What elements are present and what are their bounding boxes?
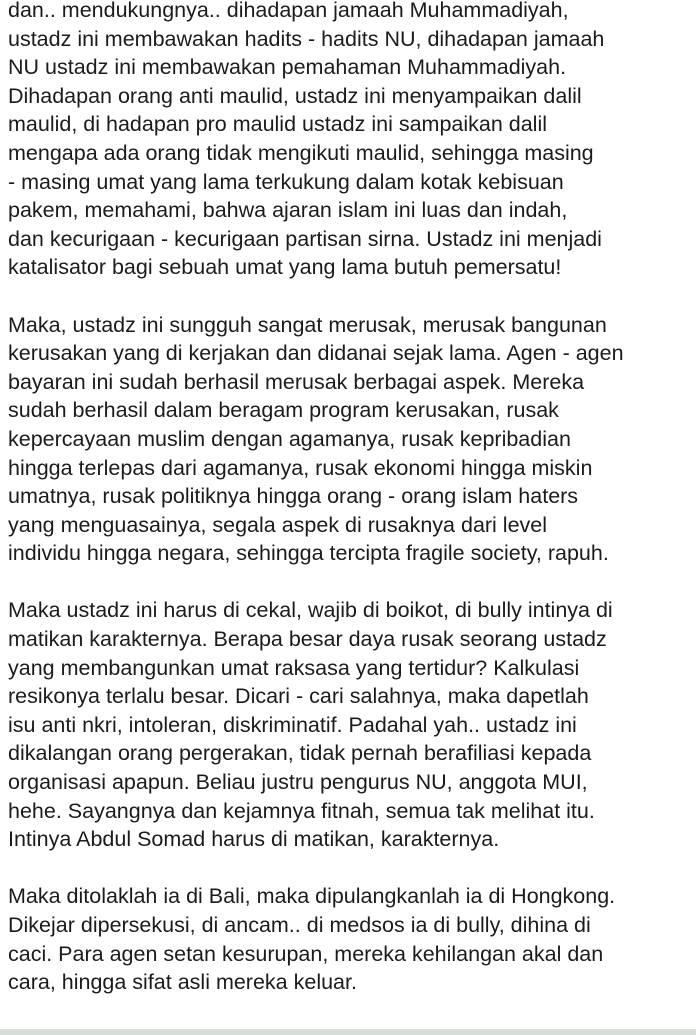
text-line: pakem, memahami, bahwa ajaran islam ini luas dan indah,: [8, 198, 568, 223]
text-line: caci. Para agen setan kesurupan, mereka kehilangan akal dan: [8, 941, 604, 966]
text-line: organisasi apapun. Beliau justru pengurus NU, anggota MUI,: [8, 770, 588, 795]
text-line: hehe. Sayangnya dan kejamnya fitnah, semua tak melihat itu.: [8, 798, 595, 823]
paragraph-3: [8, 596, 690, 853]
text-line: Maka ustadz ini harus di cekal, wajib di boikot, di bully intinya di: [8, 598, 613, 623]
text-line: individu hingga negara, sehingga tercipta fragile society, rapuh.: [8, 541, 609, 566]
text-line: cara, hingga sifat asli mereka keluar.: [8, 970, 357, 995]
text-line: kerusakan yang di kerjakan dan didanai sejak lama. Agen - agen: [8, 341, 624, 366]
text-line: yang menguasainya, segala aspek di rusaknya dari level: [8, 512, 548, 537]
text-line: mengapa ada orang tidak mengikuti maulid, sehingga masing: [8, 140, 594, 165]
text-line: resikonya terlalu besar. Dicari - cari salahnya, maka dapetlah: [8, 684, 589, 709]
text-line: Intinya Abdul Somad harus di matikan, karakternya.: [8, 827, 500, 852]
bottom-divider: [0, 1029, 696, 1035]
text-line: maulid, di hadapan pro maulid ustadz ini sampaikan dalil: [8, 112, 548, 137]
text-line: matikan karakternya. Berapa besar daya rusak seorang ustadz: [8, 627, 607, 652]
text-line: Maka, ustadz ini sungguh sangat merusak, merusak bangunan: [8, 312, 607, 337]
text-line: umatnya, rusak politiknya hingga orang - orang islam haters: [8, 484, 579, 509]
text-line: sudah berhasil dalam beragam program kerusakan, rusak: [8, 398, 559, 423]
text-line: hingga terlepas dari agamanya, rusak ekonomi hingga miskin: [8, 455, 593, 480]
paragraph-2: [8, 311, 690, 568]
text-line: - masing umat yang lama terkukung dalam kotak kebisuan: [8, 169, 564, 194]
text-line: Dihadapan orang anti maulid, ustadz ini menyampaikan dalil: [8, 83, 582, 108]
text-line: dan kecurigaan - kecurigaan partisan sirna. Ustadz ini menjadi: [8, 226, 602, 251]
text-line: bayaran ini sudah berhasil merusak berbagai aspek. Mereka: [8, 369, 585, 394]
paragraph-1: [8, 0, 690, 282]
text-line: ustadz ini membawakan hadits - hadits NU, dihadapan jamaah: [8, 26, 605, 51]
text-line: dikalangan orang pergerakan, tidak pernah berafiliasi kepada: [8, 741, 592, 766]
text-line: kepercayaan muslim dengan agamanya, rusak kepribadian: [8, 426, 571, 451]
text-line: Dikejar dipersekusi, di ancam.. di medsos ia di bully, dihina di: [8, 913, 591, 937]
text-line: isu anti nkri, intoleran, diskriminatif. Padahal yah.. ustadz ini: [8, 712, 577, 737]
text-line: yang membangunkan umat raksasa yang tertidur? Kalkulasi: [8, 655, 580, 680]
text-line: NU ustadz ini membawakan pemahaman Muhammadiyah.: [8, 55, 567, 80]
paragraph-4: [8, 882, 690, 996]
text-line: dan.. mendukungnya.. dihadapan jamaah Muhammadiyah,: [8, 0, 569, 22]
text-line: katalisator bagi sebuah umat yang lama butuh pemersatu!: [8, 255, 562, 280]
text-line: Maka ditolaklah ia di Bali, maka dipulangkanlah ia di Hongkong.: [8, 884, 616, 909]
